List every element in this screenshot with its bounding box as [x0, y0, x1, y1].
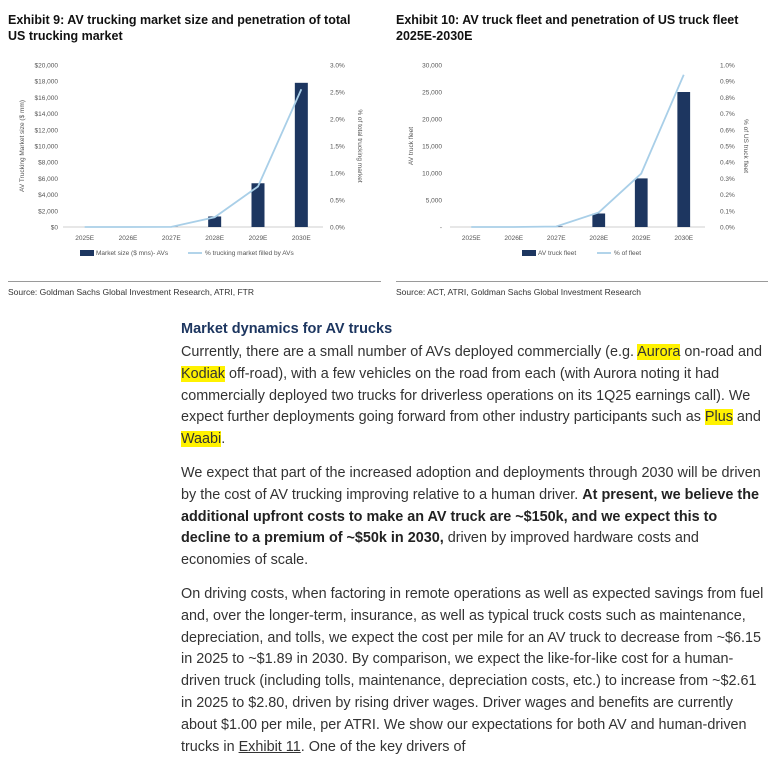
y-left-tick-label: $2,000 [38, 208, 58, 215]
legend-bar-label: Market size ($ mns)- AVs [96, 250, 169, 257]
y-left-tick-label: $10,000 [35, 144, 59, 151]
exhibit-10-divider [396, 281, 768, 282]
p2-bold-statement: At present, we believe the additional upfront costs to make an AV truck are ~$150k, and we expect this to decline to a premium of ~$50k in 2030, [181, 487, 759, 547]
y-right-tick-label: 0.5% [720, 144, 735, 151]
x-tick-label: 2027E [547, 235, 566, 242]
highlight-aurora: Aurora [637, 344, 680, 360]
y-left-tick-label: $8,000 [38, 160, 58, 167]
p3-text-1: On driving costs, when factoring in remote operations as well as expected savings from fuel and, over the longer-term, insurance, as well as typical truck costs such as maintenance, depreciation, and tolls, we expect the cost per mile for an AV truck to decrease from ~$6.15 in 2025 to ~$1.89 in 2030. By comparison, we expect the like-for-like cost for a human-driven truck (including tolls, maintenance, depreciation costs, etc.) to increase from ~$2.61 in 2025 to $2.80, driven by rising driver wages. Driver wages and benefits are currently about $1.00 per mile, per ATRI. We show our expectations for both AV and human-driven trucks in [181, 586, 763, 755]
bar [295, 83, 308, 227]
y-left-tick-label: 30,000 [422, 63, 442, 70]
y-left-tick-label: 15,000 [422, 144, 442, 151]
y-left-tick-label: $14,000 [35, 111, 59, 118]
bar [592, 214, 605, 228]
x-tick-label: 2028E [589, 235, 608, 242]
legend-line-label: % trucking market filled by AVs [205, 250, 294, 257]
exhibit-9-divider [8, 281, 381, 282]
y-right-tick-label: 2.5% [330, 90, 345, 97]
p1-text-3: off-road), with a few vehicles on the road from each (with Aurora noting it had commercially deployed two trucks for driverless operations on its 1Q25 earnings call). We expect further deployments going forward from other industry participants such as [181, 366, 750, 426]
paragraph-3 [181, 584, 766, 758]
y-left-tick-label: $16,000 [35, 95, 59, 102]
y-right-axis-title: % of total trucking market [356, 109, 363, 183]
y-left-tick-label: $20,000 [35, 63, 59, 70]
paragraph-2 [181, 463, 766, 572]
x-tick-label: 2029E [632, 235, 651, 242]
y-right-tick-label: 1.5% [330, 144, 345, 151]
y-right-tick-label: 1.0% [330, 171, 345, 178]
legend-line-label: % of fleet [614, 250, 641, 257]
article-body [181, 320, 766, 770]
x-tick-label: 2030E [292, 235, 311, 242]
y-right-tick-label: 0.6% [720, 127, 735, 134]
x-tick-label: 2029E [249, 235, 268, 242]
y-left-tick-label: 25,000 [422, 90, 442, 97]
exhibit-10-source: Source: ACT, ATRI, Goldman Sachs Global Investment Research [396, 287, 641, 297]
p1-text-2: on-road and [680, 344, 762, 360]
y-right-tick-label: 0.2% [720, 192, 735, 199]
paragraph-1 [181, 342, 766, 451]
highlight-plus: Plus [705, 409, 733, 425]
exhibit-9-chart [0, 52, 385, 267]
bar [635, 178, 648, 227]
p2-text-1: We expect that part of the increased adoption and deployments through 2030 will be driven by the cost of AV trucking improving relative to a human driver. [181, 465, 761, 503]
y-right-tick-label: 0.1% [720, 208, 735, 215]
bar [677, 92, 690, 227]
p3-text-2: . One of the key drivers of [301, 739, 466, 755]
legend-bar-swatch [80, 250, 94, 256]
p1-text-4: and [733, 409, 761, 425]
exhibit-9-title: Exhibit 9: AV trucking market size and penetration of total US trucking market [8, 12, 368, 44]
y-right-tick-label: 0.9% [720, 79, 735, 86]
x-tick-label: 2030E [674, 235, 693, 242]
y-right-tick-label: 3.0% [330, 63, 345, 70]
exhibit-10-chart [388, 52, 772, 267]
y-right-tick-label: 0.7% [720, 111, 735, 118]
p1-text-1: Currently, there are a small number of AVs deployed commercially (e.g. [181, 344, 637, 360]
y-right-tick-label: 2.0% [330, 117, 345, 124]
y-right-tick-label: 0.0% [330, 225, 345, 232]
exhibit-9-source: Source: Goldman Sachs Global Investment Research, ATRI, FTR [8, 287, 254, 297]
x-tick-label: 2026E [119, 235, 138, 242]
x-tick-label: 2028E [205, 235, 224, 242]
y-left-tick-label: $6,000 [38, 176, 58, 183]
x-tick-label: 2025E [75, 235, 94, 242]
y-left-tick-label: - [440, 225, 442, 232]
y-left-tick-label: $4,000 [38, 192, 58, 199]
x-tick-label: 2026E [504, 235, 523, 242]
y-left-axis-title: AV Trucking Market size ($ mm) [19, 100, 26, 192]
series-line [471, 75, 684, 227]
y-left-tick-label: 20,000 [422, 117, 442, 124]
x-tick-label: 2025E [462, 235, 481, 242]
y-left-axis-title: AV truck fleet [408, 127, 415, 165]
y-right-tick-label: 0.4% [720, 160, 735, 167]
y-left-tick-label: 10,000 [422, 171, 442, 178]
y-right-tick-label: 0.8% [720, 95, 735, 102]
y-left-tick-label: $18,000 [35, 79, 59, 86]
y-left-tick-label: $12,000 [35, 127, 59, 134]
legend-bar-swatch [522, 250, 536, 256]
p2-text-2: driven by improved hardware costs and economies of scale. [181, 530, 699, 568]
y-left-tick-label: 5,000 [426, 198, 443, 205]
legend-bar-label: AV truck fleet [538, 250, 576, 257]
highlight-kodiak: Kodiak [181, 366, 225, 382]
exhibit-10-title: Exhibit 10: AV truck fleet and penetration of US truck fleet 2025E-2030E [396, 12, 756, 44]
section-heading: Market dynamics for AV trucks [181, 320, 766, 338]
y-right-tick-label: 0.0% [720, 225, 735, 232]
highlight-waabi: Waabi [181, 431, 221, 447]
y-right-tick-label: 0.3% [720, 176, 735, 183]
p1-text-5: . [221, 431, 225, 447]
y-right-axis-title: % of US truck fleet [742, 119, 749, 173]
series-line [85, 89, 302, 227]
y-right-tick-label: 0.5% [330, 198, 345, 205]
exhibit-11-link[interactable]: Exhibit 11 [239, 739, 301, 755]
y-right-tick-label: 1.0% [720, 63, 735, 70]
y-left-tick-label: $0 [51, 225, 59, 232]
x-tick-label: 2027E [162, 235, 181, 242]
